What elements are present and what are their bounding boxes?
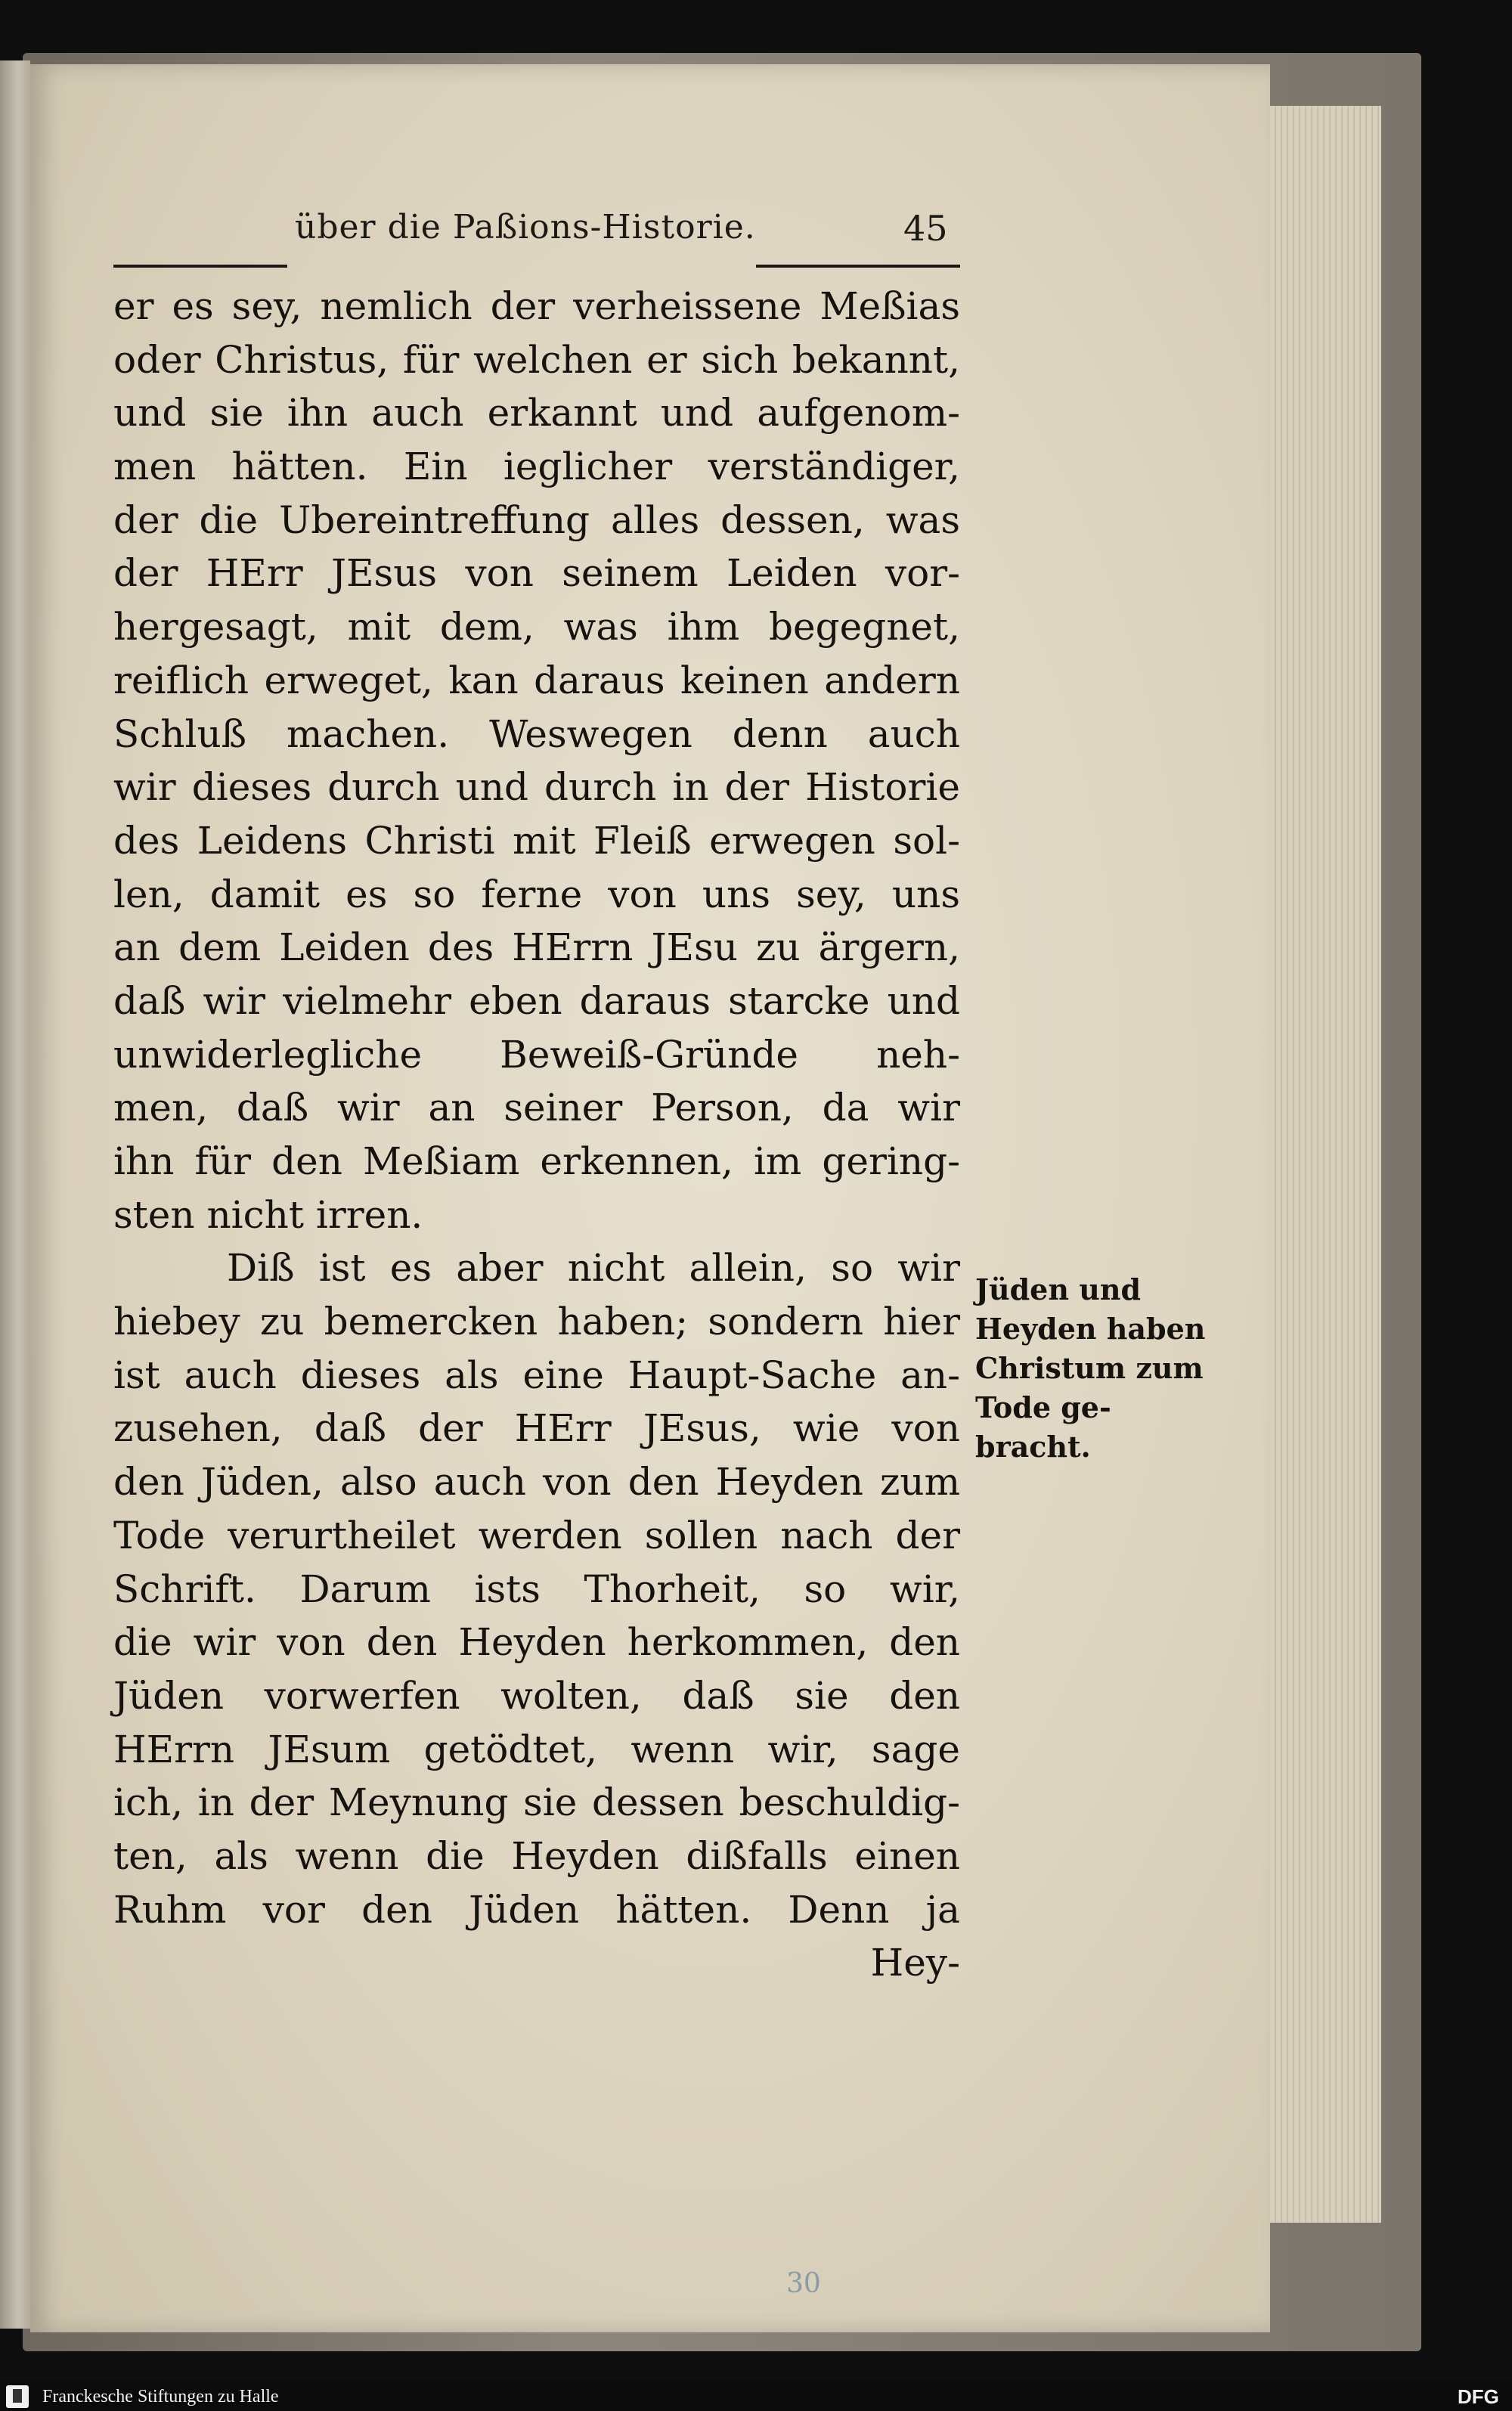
header-rule bbox=[113, 265, 287, 268]
text-line: Jüden vorwerfen wolten, daß sie den bbox=[113, 1673, 960, 1718]
text-line: Diß ist es aber nicht allein, so wir bbox=[227, 1246, 960, 1291]
marginal-note bbox=[975, 1270, 1225, 1467]
marginal-line: Christum zum bbox=[975, 1351, 1204, 1385]
text-line: hiebey zu bemercken haben; sondern hier bbox=[113, 1300, 960, 1344]
text-line: an dem Leiden des HErrn JEsu zu ärgern, bbox=[113, 925, 960, 970]
header-rule bbox=[756, 265, 960, 268]
text-line: ich, in der Meynung sie dessen beschuldig- bbox=[113, 1780, 960, 1825]
text-line: oder Christus, für welchen er sich bekannt, bbox=[113, 337, 960, 382]
running-head bbox=[295, 208, 960, 253]
institution-logo-icon bbox=[6, 2385, 29, 2408]
stamp-number: 30 bbox=[786, 2268, 821, 2299]
page-block-edges bbox=[1251, 106, 1381, 2223]
catchword: Hey- bbox=[870, 1941, 960, 1985]
text-line: und sie ihn auch erkannt und aufgenom- bbox=[113, 391, 960, 435]
footer-institution: Franckesche Stiftungen zu Halle bbox=[42, 2387, 279, 2406]
text-line: sten nicht irren. bbox=[113, 1192, 423, 1237]
text-line: Schluß machen. Weswegen denn auch bbox=[113, 711, 960, 756]
marginal-line: Tode ge- bbox=[975, 1390, 1111, 1424]
page-number: 45 bbox=[903, 208, 948, 249]
text-line: er es sey, nemlich der verheissene Meßias bbox=[113, 284, 960, 328]
text-line: unwiderlegliche Beweiß-Gründe neh- bbox=[113, 1032, 960, 1077]
marginal-line: Jüden und bbox=[975, 1272, 1142, 1306]
text-line: ihn für den Meßiam erkennen, im gering- bbox=[113, 1139, 960, 1183]
text-line: daß wir vielmehr eben daraus starcke und bbox=[113, 978, 960, 1023]
text-line: len, damit es so ferne von uns sey, uns bbox=[113, 872, 960, 916]
text-line: Schrift. Darum ists Thorheit, so wir, bbox=[113, 1567, 960, 1611]
text-line: hergesagt, mit dem, was ihm begegnet, bbox=[113, 605, 960, 649]
text-line: die wir von den Heyden herkommen, den bbox=[113, 1620, 960, 1665]
text-line: men, daß wir an seiner Person, da wir bbox=[113, 1086, 960, 1130]
text-line: des Leidens Christi mit Fleiß erwegen sol- bbox=[113, 818, 960, 863]
text-line: men hätten. Ein ieglicher verständiger, bbox=[113, 445, 960, 489]
running-title: über die Paßions-Historie. bbox=[295, 208, 756, 246]
marginal-line: Heyden haben bbox=[975, 1312, 1206, 1346]
text-line: Ruhm vor den Jüden hätten. Denn ja bbox=[113, 1887, 960, 1932]
text-line: ist auch dieses als eine Haupt-Sache an- bbox=[113, 1353, 960, 1397]
text-line: HErrn JEsum getödtet, wenn wir, sage bbox=[113, 1727, 960, 1771]
marginal-line: bracht. bbox=[975, 1430, 1091, 1464]
text-line: ten, als wenn die Heyden dißfalls einen bbox=[113, 1833, 960, 1878]
footer-dfg-mark: DFG bbox=[1458, 2385, 1499, 2408]
facing-page-edge bbox=[0, 60, 30, 2329]
text-line: der die Ubereintreffung alles dessen, was bbox=[113, 497, 960, 542]
text-line: der HErr JEsus von seinem Leiden vor- bbox=[113, 551, 960, 596]
text-line: reiflich erweget, kan daraus keinen andern bbox=[113, 658, 960, 702]
text-line: wir dieses durch und durch in der Historie bbox=[113, 765, 960, 810]
text-line: zusehen, daß der HErr JEsus, wie von bbox=[113, 1406, 960, 1451]
body-text bbox=[113, 280, 960, 1990]
text-line: Tode verurtheilet werden sollen nach der bbox=[113, 1513, 960, 1557]
text-line: den Jüden, also auch von den Heyden zum bbox=[113, 1460, 960, 1505]
